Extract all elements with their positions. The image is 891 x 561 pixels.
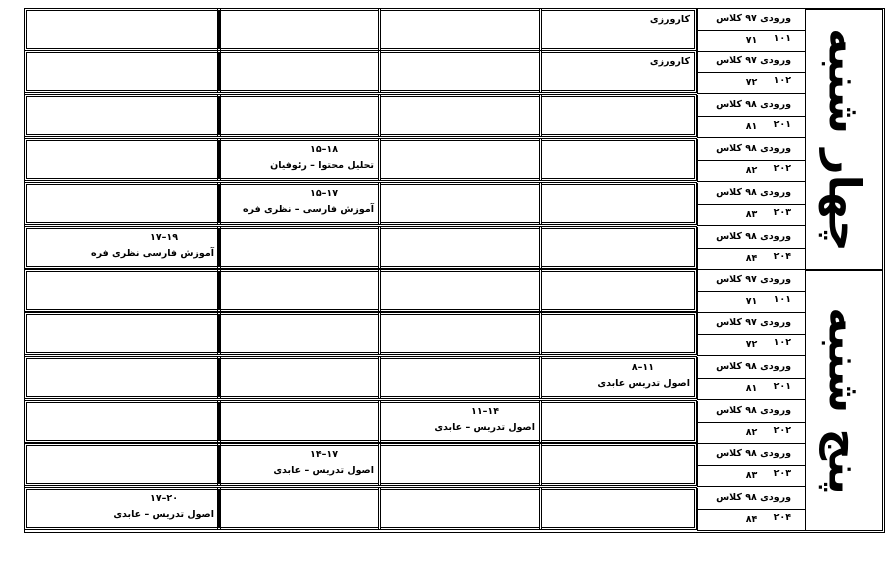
schedule-cell xyxy=(541,10,695,49)
schedule-cell xyxy=(541,489,695,528)
schedule-cell xyxy=(219,96,379,135)
schedule-cell xyxy=(380,184,540,223)
slot-time: ۱۷–۱۴ xyxy=(310,449,338,460)
cohort-code: ۷۲ xyxy=(697,335,805,356)
slot-time: ۱۹–۱۷ xyxy=(150,232,178,243)
schedule-cell xyxy=(541,228,695,267)
schedule-cell xyxy=(541,445,695,484)
schedule-cell xyxy=(380,271,540,310)
slot-time: ۱۸–۱۵ xyxy=(310,144,338,155)
schedule-cell xyxy=(380,489,540,528)
schedule-cell xyxy=(380,52,540,91)
cohort-code: ۸۱ xyxy=(697,117,805,138)
cohort-code: ۸۲ xyxy=(697,423,805,444)
schedule-cell xyxy=(219,140,379,179)
day-thursday xyxy=(805,270,883,531)
schedule-table xyxy=(24,8,885,533)
schedule-cell xyxy=(219,358,379,397)
schedule-cell xyxy=(541,314,695,353)
schedule-cell xyxy=(26,489,219,528)
day-wednesday xyxy=(805,9,883,270)
schedule-cell xyxy=(219,314,379,353)
schedule-cell xyxy=(380,140,540,179)
schedule-cell xyxy=(541,402,695,441)
schedule-cell xyxy=(380,228,540,267)
cohort-label: ورودی ۹۸ کلاس ۲۰۴ xyxy=(697,227,805,249)
schedule-cell xyxy=(26,140,219,179)
schedule-cell xyxy=(26,10,219,49)
schedule-cell xyxy=(380,10,540,49)
schedule-cell xyxy=(26,228,219,267)
schedule-cell xyxy=(541,271,695,310)
schedule-cell xyxy=(219,402,379,441)
slot-course: اصول تدریس – عابدی xyxy=(113,509,214,520)
cohort-label: ورودی ۹۷ کلاس ۱۰۲ xyxy=(697,313,805,335)
slot-course: تحلیل محتوا – رئوفیان xyxy=(270,160,374,171)
schedule-cell xyxy=(219,52,379,91)
schedule-cell xyxy=(26,358,219,397)
cohort-label: ورودی ۹۸ کلاس ۲۰۳ xyxy=(697,183,805,205)
schedule-cell xyxy=(380,358,540,397)
cohort-code: ۸۴ xyxy=(697,249,805,270)
cohort-code: ۷۱ xyxy=(697,31,805,52)
schedule-cell xyxy=(26,314,219,353)
cohort-code: ۸۱ xyxy=(697,379,805,400)
cohort-code: ۸۳ xyxy=(697,466,805,487)
cohort-code: ۸۴ xyxy=(697,510,805,531)
slot-time: ۱۱–۸ xyxy=(631,362,654,373)
cohort-label: ورودی ۹۷ کلاس ۱۰۱ xyxy=(697,9,805,31)
cohort-label: ورودی ۹۷ کلاس ۱۰۱ xyxy=(697,270,805,292)
cohort-label: ورودی ۹۸ کلاس ۲۰۳ xyxy=(697,444,805,466)
cohort-label: ورودی ۹۷ کلاس ۱۰۲ xyxy=(697,51,805,73)
slot-course: کارورزی xyxy=(649,14,690,25)
slot-time: ۱۴–۱۱ xyxy=(471,406,499,417)
cohort-code: ۷۲ xyxy=(697,73,805,94)
slot-course: آموزش فارسی نظری فره xyxy=(91,248,214,259)
slot-course: اصول تدریس – عابدی xyxy=(273,465,374,476)
schedule-cell xyxy=(541,184,695,223)
slot-course: آموزش فارسی – نظری فره xyxy=(242,204,374,215)
cohort-label: ورودی ۹۸ کلاس ۲۰۲ xyxy=(697,401,805,423)
cohort-label: ورودی ۹۸ کلاس ۲۰۴ xyxy=(697,488,805,510)
day-label: چهار شنبه xyxy=(818,27,870,252)
schedule-cell xyxy=(219,445,379,484)
schedule-cell xyxy=(26,184,219,223)
cohort-code: ۸۲ xyxy=(697,161,805,182)
slot-course: اصول تدریس عابدی xyxy=(597,378,690,389)
slot-time: ۲۰–۱۷ xyxy=(150,493,178,504)
schedule-cell xyxy=(219,228,379,267)
schedule-cell xyxy=(26,271,219,310)
cohort-code: ۸۳ xyxy=(697,205,805,226)
schedule-cell xyxy=(380,445,540,484)
slot-course: کارورزی xyxy=(649,56,690,67)
schedule-cell xyxy=(219,271,379,310)
slot-course: اصول تدریس – عابدی xyxy=(434,422,535,433)
schedule-cell xyxy=(380,314,540,353)
schedule-cell xyxy=(26,402,219,441)
day-label: پنج شنبه xyxy=(818,306,870,495)
schedule-cell xyxy=(541,52,695,91)
slot-time: ۱۷–۱۵ xyxy=(310,188,338,199)
schedule-cell xyxy=(26,96,219,135)
schedule-cell xyxy=(541,96,695,135)
cohort-label: ورودی ۹۸ کلاس ۲۰۱ xyxy=(697,357,805,379)
schedule-cell xyxy=(26,52,219,91)
schedule-cell xyxy=(26,445,219,484)
schedule-cell xyxy=(541,140,695,179)
schedule-cell xyxy=(380,402,540,441)
schedule-cell xyxy=(380,96,540,135)
cohort-label: ورودی ۹۸ کلاس ۲۰۱ xyxy=(697,95,805,117)
cohort-code: ۷۱ xyxy=(697,292,805,313)
schedule-cell xyxy=(219,489,379,528)
cohort-label: ورودی ۹۸ کلاس ۲۰۲ xyxy=(697,139,805,161)
schedule-cell xyxy=(219,10,379,49)
schedule-cell xyxy=(219,184,379,223)
schedule-cell xyxy=(541,358,695,397)
